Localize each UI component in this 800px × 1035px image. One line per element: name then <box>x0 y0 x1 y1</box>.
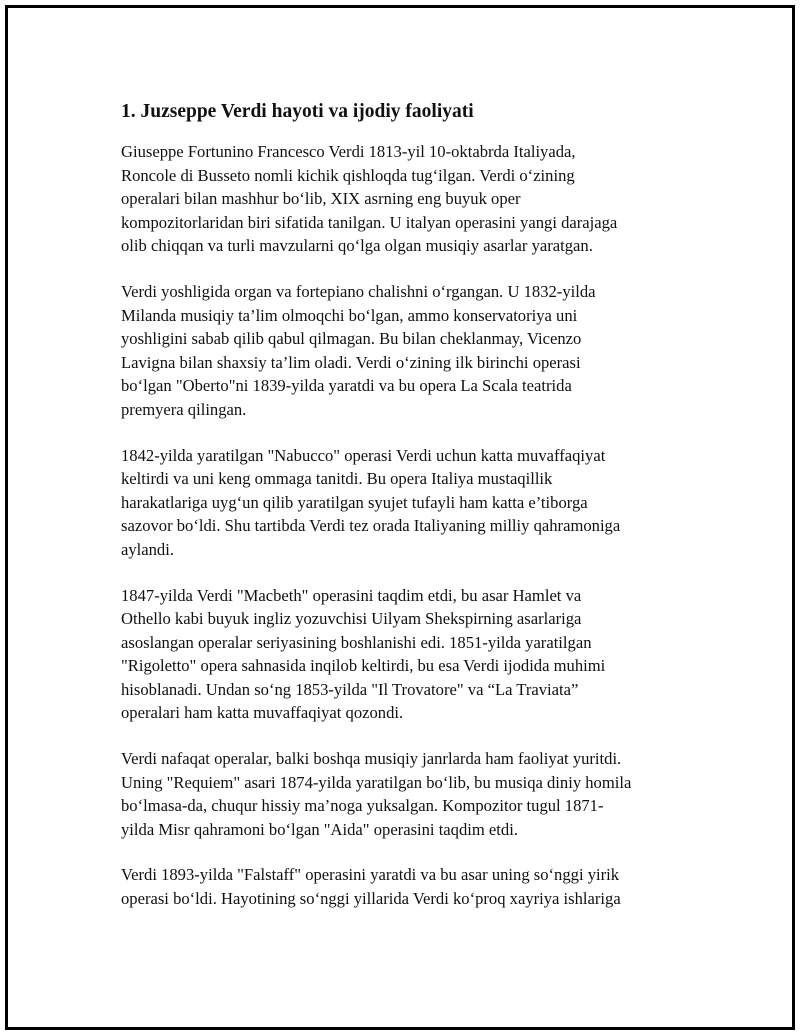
paragraph-requiem: Verdi nafaqat operalar, balki boshqa musiqiy janrlarda ham faoliyat yuritdi. Uning "Requiem" asari 1874-yilda yaratilgan bo‘lib, bu musiqa diniy homila bo‘lmasa-da, chuqur hissiy ma’noga yuksalgan. Kompozitor tugul 1871- yilda Misr qahramoni bo‘lgan "Aida" operasini taqdim etdi. <box>121 749 632 839</box>
paragraph-youth: Verdi yoshligida organ va fortepiano chalishni o‘rgangan. U 1832-yilda Milanda musiqiy ta’lim olmoqchi bo‘lgan, ammo konservatoriya uni yoshligini sabab qilib qabul qilmagan. Bu bilan cheklanmay, Vicenzo Lavigna bilan shaxsiy ta’lim oladi. Verdi o‘zining ilk birinchi operasi bo‘lgan "Oberto"ni 1839-yilda yaratdi va bu opera La Scala teatrida premyera qilingan. <box>121 281 596 419</box>
paragraph-macbeth: 1847-yilda Verdi "Macbeth" operasini taqdim etdi, bu asar Hamlet va Othello kabi buyuk ingliz yozuvchisi Uilyam Shekspirning asarlariga asoslangan operalar seriyasining boshlanishi edi. 1851-yilda yaratilgan "Rigoletto" opera sahnasida inqilob keltirdi, bu esa Verdi ijodida muhimi hisoblanadi. Undan so‘ng 1853-yilda "Il Trovatore" va “La Traviata” operalari ham katta muvaffaqiyat qozondi. <box>121 585 606 723</box>
paragraph-falstaff: Verdi 1893-yilda "Falstaff" operasini yaratdi va bu asar uning so‘nggi yirik operasi bo‘ldi. Hayotining so‘nggi yillarida Verdi ko‘proq xayriya ishlariga <box>121 865 621 909</box>
document-body <box>121 100 701 933</box>
paragraph-birth: Giuseppe Fortunino Francesco Verdi 1813-yil 10-oktabrda Italiyada, Roncole di Busseto nomli kichik qishloqda tug‘ilgan. Verdi o‘zining operalari bilan mashhur bo‘lib, XIX asrning eng buyuk oper kompozitorlaridan biri sifatida tanilgan. U italyan operasini yangi darajaga olib chiqqan va turli mavzularni qo‘lga olgan musiqiy asarlar yaratgan. <box>121 142 618 256</box>
page-frame <box>5 5 795 1030</box>
section-heading: 1. Juzseppe Verdi hayoti va ijodiy faoliyati <box>121 101 474 122</box>
paragraph-nabucco: 1842-yilda yaratilgan "Nabucco" operasi Verdi uchun katta muvaffaqiyat keltirdi va uni keng ommaga tanitdi. Bu opera Italiya mustaqillik harakatlariga uyg‘un qilib yaratilgan syujet tufayli ham katta e’tiborga sazovor bo‘ldi. Shu tartibda Verdi tez orada Italiyaning milliy qahramoniga aylandi. <box>121 445 621 559</box>
